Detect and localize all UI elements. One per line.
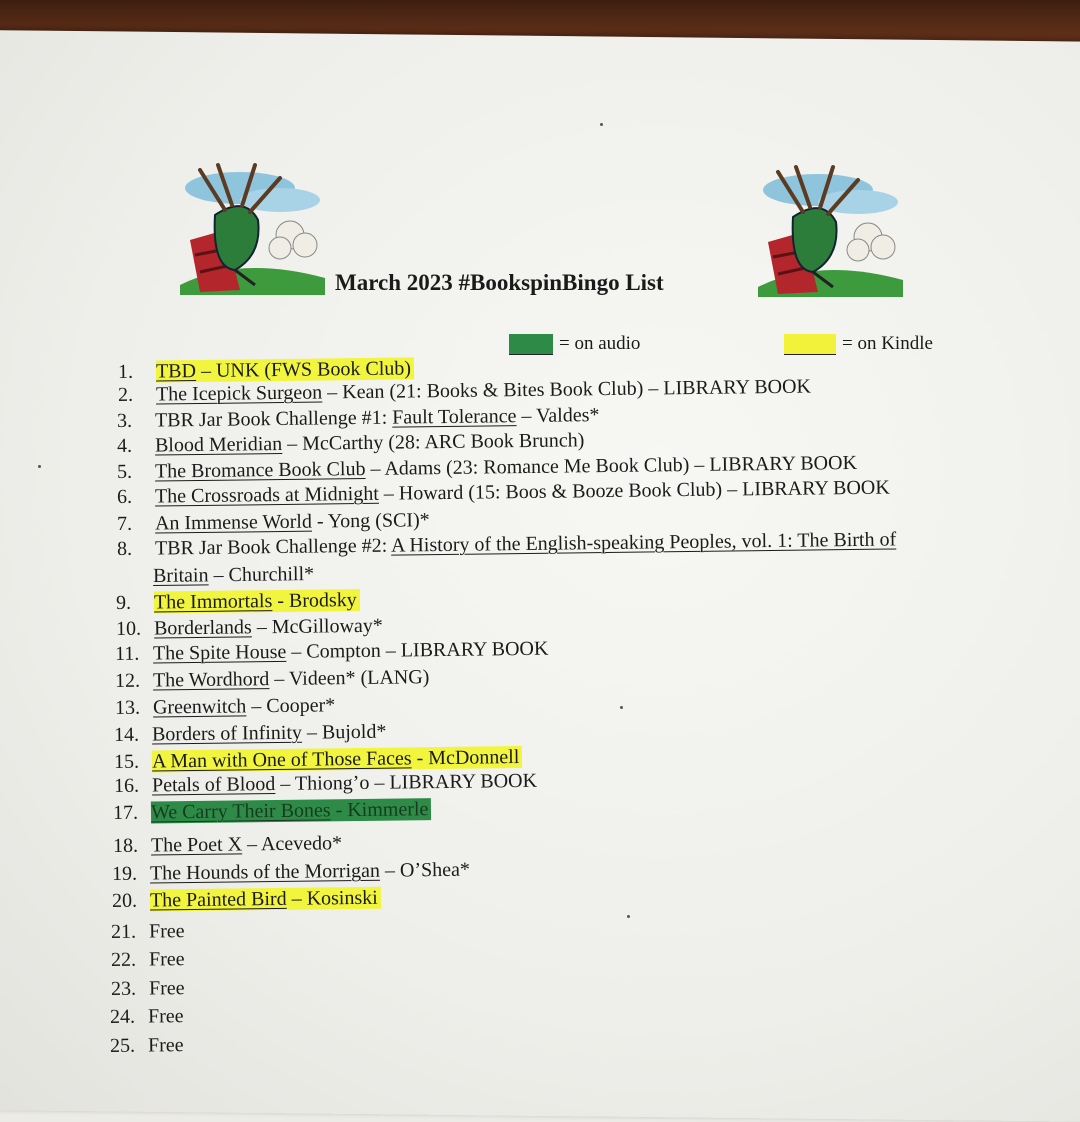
book-title: A Man with One of Those Faces [151,747,412,773]
list-item-number: 21. [110,920,137,943]
list-item-number: 25. [109,1034,136,1057]
book-author-notes: – Bujold* [301,720,387,744]
book-title: The Spite House [152,640,287,665]
list-item [115,665,430,693]
kindle-highlight [152,746,523,773]
list-item-body [153,694,335,718]
legend-kindle-label: = on Kindle [842,333,933,354]
list-item-body [154,615,383,640]
list-item-number: 1. [117,360,134,383]
book-author-notes: – O’Shea* [379,858,471,882]
list-item-number: 19. [111,862,138,885]
book-author-notes: - Yong (SCI)* [311,509,430,533]
list-item-prefix: TBR Jar Book Challenge #2: [154,534,392,560]
list-item-number: 24. [109,1005,136,1028]
list-item-number: 10. [115,617,142,640]
list-item-prefix: Free [148,977,185,1000]
list-item-number: 23. [110,977,137,1000]
book-title: The Poet X [150,833,243,857]
list-item-number: 15. [113,750,140,773]
list-item-body [153,638,549,665]
list-item [110,1033,184,1058]
list-item-prefix: Free [148,948,185,971]
list-item [111,947,185,972]
list-item-number: 2. [117,383,134,406]
list-item [112,858,470,886]
list-item-number: 6. [116,485,133,508]
list-item [110,1004,184,1029]
book-title: Borderlands [153,616,252,640]
list-item-body [151,832,342,856]
list-item-body [153,563,314,587]
paper-speck [600,123,603,126]
list-item-number: 13. [114,696,141,719]
list-item [112,886,381,913]
list-item-number: 18. [112,834,139,857]
list-item [117,428,585,458]
book-author-notes: – McCarthy (28: ARC Book Brunch) [282,429,585,455]
list-item-number: 17. [112,801,139,824]
list-item [111,976,185,1001]
list-item [113,831,342,858]
kindle-highlight [150,887,381,912]
list-item-number: 5. [116,460,133,483]
list-item-number: 7. [116,512,133,535]
list-item-number: 9. [115,591,132,614]
list-item [111,919,185,944]
list-item [116,588,360,615]
list-item-number: 8. [116,537,133,560]
book-author-notes: – Thiong’o – LIBRARY BOOK [275,769,538,796]
book-title: The Immortals [153,590,273,614]
list-item-body [148,1034,184,1056]
book-title: Borders of Infinity [151,721,303,746]
list-item [115,637,549,666]
list-item [115,693,335,720]
list-item-body [149,920,185,942]
book-author-notes: – Videen* (LANG) [269,666,430,691]
book-title: An Immense World [154,510,313,535]
list-item-prefix: Free [148,920,185,943]
list-item [113,797,432,825]
book-title: The Wordhord [152,668,270,692]
list-item-body [155,404,600,431]
list-item-number: 11. [114,642,140,665]
list-item [114,720,387,747]
list-item-number: 22. [110,948,137,971]
book-author-notes: - Brodsky [272,589,357,613]
list-item-prefix: Free [147,1005,184,1028]
list-item-prefix: TBR Jar Book Challenge #1: [154,406,393,432]
list-item-body [149,977,185,999]
book-title: Britain [152,564,209,587]
book-author-notes: – UNK (FWS Book Club) [195,357,412,383]
book-title: The Crossroads at Midnight [154,482,379,508]
paper-speck [38,465,41,468]
book-author-notes: – Howard (15: Boos & Booze Book Club) – LIBRARY BOOK [378,476,890,505]
legend-audio-label: = on audio [559,333,641,354]
book-title: We Carry Their Bones [150,799,331,824]
book-title: The Bromance Book Club [154,457,366,483]
list-item [117,508,430,536]
book-title: TBD [155,360,197,383]
book-author-notes: – Churchill* [208,563,315,587]
audio-highlight [151,798,432,823]
paper-speck [627,915,630,918]
list-item-body [155,509,430,534]
page-title: March 2023 #BookspinBingo List [335,270,664,295]
list-item [114,769,537,798]
book-author-notes: – Kean (21: Books & Bites Book Club) – LIBRARY BOOK [322,375,812,404]
list-item-number: 3. [116,409,133,432]
book-title: The Hounds of the Morrigan [149,859,381,885]
book-author-notes: – Adams (23: Romance Me Book Club) – LIBRARY BOOK [365,451,858,480]
list-item-body [152,721,387,746]
book-title: The Painted Bird [149,887,287,912]
book-author-notes: – Compton – LIBRARY BOOK [286,637,549,663]
list-item-number: 20. [111,889,138,912]
book-author-notes: – Acevedo* [241,832,343,856]
book-title: The Icepick Surgeon [155,381,323,406]
kindle-highlight [156,357,414,382]
list-item-body [153,666,430,691]
list-item-number: 12. [114,669,141,692]
list-item-body [152,770,537,797]
book-author-notes: - Kimmerle [330,798,429,822]
list-item-number: 14. [113,723,140,746]
book-title: Blood Meridian [154,432,283,457]
kindle-highlight [154,589,360,614]
book-author-notes: - McDonnell [411,746,520,770]
list-item [116,614,383,641]
book-title: Petals of Blood [151,773,276,797]
list-item-number: 4. [116,434,133,457]
list-item-body [149,948,185,970]
book-author-notes: – Valdes* [516,404,600,428]
book-title: A History of the English-speaking Peoples, vol. 1: The Birth of [390,528,897,557]
list-item-body [148,1005,184,1027]
book-title: Fault Tolerance [392,405,517,429]
book-title: Greenwitch [152,695,247,719]
book-author-notes: – McGilloway* [251,614,383,639]
book-author-notes: – Cooper* [246,694,336,718]
list-item [153,562,314,588]
list-item-body [150,859,470,885]
list-item-prefix: Free [147,1034,184,1057]
list-item-number: 16. [113,774,140,797]
paper-speck [620,706,623,709]
book-author-notes: – Kosinski [286,886,378,910]
list-item-body [155,429,585,456]
